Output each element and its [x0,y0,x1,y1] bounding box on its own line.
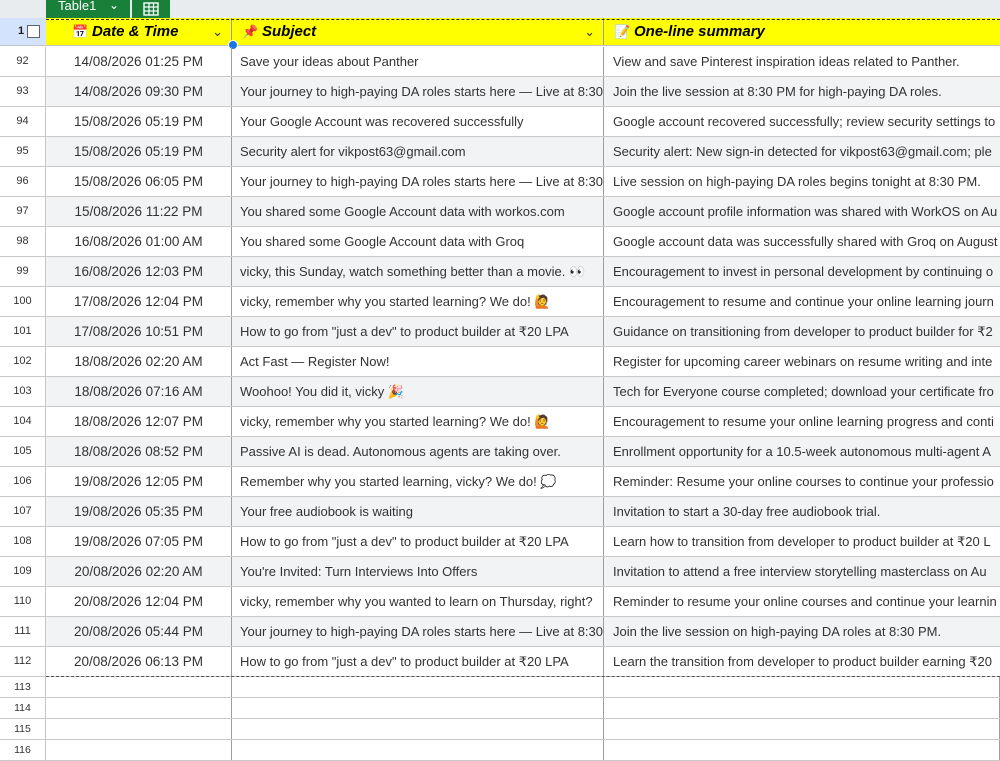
row-number[interactable]: 93 [0,77,46,106]
subject-cell[interactable]: vicky, this Sunday, watch something better than a movie. 👀 [232,257,604,286]
table-row[interactable] [0,527,1000,557]
table-row[interactable] [0,47,1000,77]
subject-cell[interactable]: Your free audiobook is waiting [232,497,604,526]
subject-cell[interactable]: vicky, remember why you started learning? We do! 🙋 [232,287,604,316]
subject-cell[interactable]: Security alert for vikpost63@gmail.com [232,137,604,166]
subject-cell[interactable] [232,677,604,697]
table-row[interactable] [0,377,1000,407]
table-row[interactable] [0,557,1000,587]
summary-cell[interactable]: Tech for Everyone course completed; download your certificate fro [613,384,994,399]
date-time-cell[interactable]: 20/08/2026 05:44 PM [46,617,232,646]
date-time-cell[interactable]: 18/08/2026 08:52 PM [46,437,232,466]
row-number[interactable]: 115 [0,719,46,739]
row-number[interactable]: 96 [0,167,46,196]
table-row[interactable] [0,77,1000,107]
subject-cell[interactable]: How to go from "just a dev" to product builder at ₹20 LPA [232,317,604,346]
summary-cell[interactable] [604,698,1000,718]
table-name-tab[interactable] [46,0,130,18]
table-row[interactable] [0,257,1000,287]
row-number[interactable]: 113 [0,677,46,697]
subject-cell[interactable]: Woohoo! You did it, vicky 🎉 [232,377,604,406]
row-number[interactable]: 116 [0,740,46,760]
summary-cell[interactable]: Live session on high-paying DA roles begins tonight at 8:30 PM. [613,174,981,189]
table-row[interactable] [0,407,1000,437]
date-time-cell[interactable]: 17/08/2026 12:04 PM [46,287,232,316]
chevron-down-icon[interactable]: ⌄ [584,24,595,39]
empty-row[interactable] [0,719,1000,740]
subject-cell[interactable]: vicky, remember why you wanted to learn on Thursday, right? [232,587,604,616]
summary-cell[interactable]: Security alert: New sign-in detected for vikpost63@gmail.com; ple [613,144,992,159]
date-time-cell[interactable]: 19/08/2026 07:05 PM [46,527,232,556]
summary-cell[interactable]: Invitation to start a 30-day free audiobook trial. [613,504,881,519]
column-header-summary[interactable] [604,18,1000,46]
row-number: 1 [18,25,25,37]
subject-cell[interactable] [232,719,604,739]
table-row[interactable] [0,437,1000,467]
row-number[interactable]: 92 [0,47,46,76]
row-number[interactable]: 101 [0,317,46,346]
date-time-cell[interactable]: 15/08/2026 06:05 PM [46,167,232,196]
row-number[interactable]: 103 [0,377,46,406]
row-grid-icon[interactable] [27,25,40,38]
subject-cell[interactable]: You shared some Google Account data with workos.com [232,197,604,226]
date-time-cell[interactable]: 15/08/2026 05:19 PM [46,107,232,136]
table-row[interactable] [0,227,1000,257]
row-header-1[interactable] [0,18,46,46]
date-time-cell[interactable]: 18/08/2026 02:20 AM [46,347,232,376]
subject-cell[interactable]: Your Google Account was recovered successfully [232,107,604,136]
table-row[interactable] [0,167,1000,197]
table-row[interactable] [0,587,1000,617]
row-number[interactable]: 98 [0,227,46,256]
memo-icon: 📝 [614,24,631,39]
subject-cell[interactable]: You shared some Google Account data with Groq [232,227,604,256]
row-number[interactable]: 114 [0,698,46,718]
pushpin-icon: 📌 [242,24,259,39]
summary-cell[interactable] [604,677,1000,697]
table-body [0,47,1000,677]
date-time-cell[interactable] [46,719,232,739]
date-time-cell[interactable]: 18/08/2026 12:07 PM [46,407,232,436]
column-label: Subject [262,23,317,40]
table-row[interactable] [0,347,1000,377]
subject-cell[interactable]: vicky, remember why you started learning? We do! 🙋 [232,407,604,436]
row-number[interactable]: 99 [0,257,46,286]
date-time-cell[interactable]: 20/08/2026 12:04 PM [46,587,232,616]
summary-cell[interactable]: Invitation to attend a free interview storytelling masterclass on Au [613,564,987,579]
row-number[interactable]: 102 [0,347,46,376]
table-row[interactable] [0,617,1000,647]
row-number[interactable]: 95 [0,137,46,166]
summary-cell[interactable]: Learn how to transition from developer to product builder at ₹20 L [613,534,991,549]
empty-row[interactable] [0,677,1000,698]
subject-cell[interactable]: You're Invited: Turn Interviews Into Offers [232,557,604,586]
date-time-cell[interactable]: 15/08/2026 11:22 PM [46,197,232,226]
row-number[interactable]: 112 [0,647,46,676]
date-time-cell[interactable] [46,677,232,697]
row-number[interactable]: 111 [0,617,46,646]
date-time-cell[interactable]: 14/08/2026 09:30 PM [46,77,232,106]
row-number[interactable]: 105 [0,437,46,466]
empty-row[interactable] [0,740,1000,761]
date-time-cell[interactable] [46,740,232,760]
date-time-cell[interactable]: 14/08/2026 01:25 PM [46,47,232,76]
row-number[interactable]: 104 [0,407,46,436]
date-time-cell[interactable] [46,698,232,718]
subject-cell[interactable]: Act Fast — Register Now! [232,347,604,376]
subject-cell[interactable]: How to go from "just a dev" to product builder at ₹20 LPA [232,647,604,676]
date-time-cell[interactable]: 15/08/2026 05:19 PM [46,137,232,166]
column-header-subject[interactable] [232,18,604,46]
subject-cell[interactable]: Save your ideas about Panther [232,47,604,76]
empty-row[interactable] [0,698,1000,719]
table-row[interactable] [0,497,1000,527]
row-number[interactable]: 97 [0,197,46,226]
date-time-cell[interactable]: 16/08/2026 01:00 AM [46,227,232,256]
row-number[interactable]: 109 [0,557,46,586]
summary-cell[interactable]: Google account profile information was shared with WorkOS on Au [613,204,998,219]
subject-cell[interactable] [232,740,604,760]
table-row[interactable] [0,647,1000,677]
column-label: Date & Time [92,23,179,40]
summary-cell[interactable]: Register for upcoming career webinars on resume writing and inte [613,354,993,369]
row-number[interactable]: 100 [0,287,46,316]
table-header-row [0,18,1000,46]
chevron-down-icon[interactable]: ⌄ [212,24,223,39]
column-header-date-time[interactable] [46,18,232,46]
chevron-down-icon[interactable]: ⌄ [109,0,120,12]
table-row[interactable] [0,317,1000,347]
summary-cell[interactable]: Google account data was successfully shared with Groq on August [613,234,998,249]
table-grid-icon [143,2,159,16]
table-row[interactable] [0,197,1000,227]
date-time-cell[interactable]: 16/08/2026 12:03 PM [46,257,232,286]
summary-cell[interactable]: Enrollment opportunity for a 10.5-week autonomous multi-agent A [613,444,991,459]
row-number[interactable]: 107 [0,497,46,526]
summary-cell[interactable]: Google account recovered successfully; review security settings to [613,114,996,129]
date-time-cell[interactable]: 20/08/2026 06:13 PM [46,647,232,676]
date-time-cell[interactable]: 17/08/2026 10:51 PM [46,317,232,346]
summary-cell[interactable] [604,740,1000,760]
row-number[interactable]: 108 [0,527,46,556]
row-number[interactable]: 110 [0,587,46,616]
date-time-cell[interactable]: 19/08/2026 12:05 PM [46,467,232,496]
subject-cell[interactable]: Your journey to high-paying DA roles starts here — Live at 8:30 [232,77,604,106]
header-selection-border [46,19,1000,20]
table-row[interactable] [0,107,1000,137]
summary-cell[interactable]: Encouragement to resume your online learning progress and conti [613,414,994,429]
summary-cell[interactable]: Reminder: Resume your online courses to continue your professio [613,474,994,489]
table-name-label: Table1 [58,0,97,13]
subject-cell[interactable]: Your journey to high-paying DA roles starts here — Live at 8:30 [232,167,604,196]
empty-rows [0,677,1000,761]
toolbar-strip [0,0,1000,18]
date-time-cell[interactable]: 20/08/2026 02:20 AM [46,557,232,586]
subject-cell[interactable]: Passive AI is dead. Autonomous agents are taking over. [232,437,604,466]
summary-cell[interactable]: Reminder to resume your online courses and continue your learnin [613,594,997,609]
subject-cell[interactable]: Your journey to high-paying DA roles starts here — Live at 8:30 [232,617,604,646]
table-row[interactable] [0,137,1000,167]
summary-cell[interactable] [604,719,1000,739]
subject-cell[interactable]: How to go from "just a dev" to product builder at ₹20 LPA [232,527,604,556]
date-time-cell[interactable]: 18/08/2026 07:16 AM [46,377,232,406]
summary-cell[interactable]: Join the live session at 8:30 PM for high-paying DA roles. [613,84,942,99]
summary-cell[interactable]: Encouragement to invest in personal development by continuing o [613,264,994,279]
table-row[interactable] [0,467,1000,497]
summary-cell[interactable]: Guidance on transitioning from developer to product builder for ₹2 [613,324,993,339]
subject-cell[interactable] [232,698,604,718]
date-time-cell[interactable]: 19/08/2026 05:35 PM [46,497,232,526]
calendar-icon: 📅 [72,24,89,39]
row-number[interactable]: 94 [0,107,46,136]
row-number[interactable]: 106 [0,467,46,496]
subject-cell[interactable]: Remember why you started learning, vicky? We do! 💭 [232,467,604,496]
summary-cell[interactable]: Join the live session on high-paying DA roles at 8:30 PM. [613,624,942,639]
summary-cell[interactable]: View and save Pinterest inspiration ideas related to Panther. [613,54,960,69]
table-view-button[interactable] [132,0,170,18]
summary-cell[interactable]: Learn the transition from developer to product builder earning ₹20 [613,654,992,669]
table-row[interactable] [0,287,1000,317]
summary-cell[interactable]: Encouragement to resume and continue your online learning journ [613,294,994,309]
column-label: One-line summary [634,23,765,40]
